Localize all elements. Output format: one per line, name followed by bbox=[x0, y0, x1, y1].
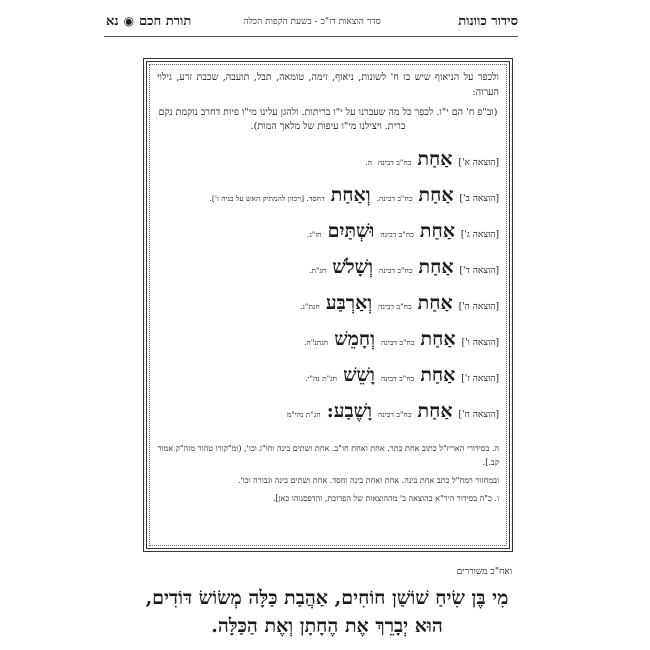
line-note: כח"ב דבינה bbox=[377, 158, 412, 167]
line-tag: [הוצאה ז'] bbox=[461, 374, 499, 384]
hotzaah-line bbox=[157, 328, 499, 364]
hotzaah-line bbox=[157, 148, 499, 184]
line-word: אַחַת bbox=[420, 364, 456, 386]
line-tag: [הוצאה ד'] bbox=[459, 266, 499, 276]
footnotes bbox=[157, 442, 499, 506]
line-word-2: וְאַרְבַּע bbox=[325, 292, 373, 314]
hotzaah-line bbox=[157, 256, 499, 292]
song-text: מִי בֶּן שִׂיחַ שׁוֹשַׁן חוֹחִים, אַהֲבַת כַּלָּה מְשׂוֹשׂ דּוֹדִים, הוּא יְבָרֵךְ אֶת הֶחָתָן וְאֶת הַכַּלָּה. bbox=[145, 587, 509, 637]
hotzaah-line bbox=[157, 400, 499, 436]
header-title-right: סידור כוונות bbox=[458, 14, 518, 29]
line-tag: [הוצאה ח'] bbox=[458, 410, 499, 420]
header-rule bbox=[104, 36, 518, 37]
hotzaah-line bbox=[157, 184, 499, 220]
hotzaah-line bbox=[157, 364, 499, 400]
line-note-2: חגתנ"ה. bbox=[304, 338, 329, 347]
footnote: ו. כ"ה בסידור היר"א בהוצאה ב' מההוצאות של הפרוכת, והדפסנוהו כאן]. bbox=[272, 494, 499, 503]
footnote: ובמחזור רמח"ל כתב אחת בינה. אחת ואחת בינה וחסד. אחת ושתים בינה וגבורה וכו'. bbox=[237, 476, 499, 485]
line-word: אַחַת bbox=[419, 220, 455, 242]
framed-box bbox=[143, 58, 513, 552]
hotzaah-line bbox=[157, 292, 499, 328]
line-word-2: וָשֶׁבַע: bbox=[326, 400, 372, 422]
song-label: ואח"כ משוררים bbox=[456, 567, 512, 577]
header-subtitle: סדר הוצאות דו"כ - בשעת הקפות הכלה bbox=[243, 16, 381, 27]
line-word-2: וּשְׁתַּיִם bbox=[327, 220, 375, 242]
line-tag: [הוצאה ה'] bbox=[458, 302, 499, 312]
line-tag: [הוצאה ב'] bbox=[459, 194, 499, 204]
line-note-2: חג"ת נה"י. bbox=[305, 374, 338, 383]
intro-text-2: (וב"פ ח' הם י"ו. לכפר כל מה שעברנו על י"ו בריתות. ולהגן עלינו מי"ו פיות דחרב נוקמת נקם ברית. ויצילנו מי"ו עיפות של מלאך המות). bbox=[158, 107, 498, 132]
line-word-2: וְאַחַת bbox=[330, 184, 371, 206]
line-note-2: חגת"נ. bbox=[300, 302, 320, 311]
line-tag: [הוצאה ו'] bbox=[461, 338, 499, 348]
line-word: אַחַת bbox=[417, 292, 453, 314]
line-note: כח"ב דבינה bbox=[378, 302, 412, 311]
line-note: כח"ב דבינה bbox=[380, 374, 415, 383]
line-note-2: חג"ת נהי"מ bbox=[286, 410, 321, 419]
line-word: אַחַת bbox=[417, 148, 453, 170]
line-word-2: וָשֵׁשׁ bbox=[343, 364, 375, 386]
header-title-left: תורת חכם bbox=[139, 14, 192, 29]
line-word: אַחַת bbox=[420, 328, 456, 350]
line-note-2: חו"ג. bbox=[306, 230, 322, 239]
page-header bbox=[106, 8, 518, 34]
line-note-2: דחסד. [ויכוון להמתיק האש על בניה ו']. bbox=[209, 194, 325, 203]
line-word-2: וְחָמֵשׁ bbox=[334, 328, 376, 350]
intro-text: ולכפר על הניאוף שיש בו ח' לשונות, ניאוף, זימה, טומאה, תבל, תועבה, שכבת זרע, גילוי הערוה: bbox=[157, 72, 499, 98]
line-note: כח"ב דבינה bbox=[381, 338, 415, 347]
line-note: כח"ב דבינה bbox=[380, 230, 414, 239]
line-note: כח"ב דבינה. bbox=[376, 194, 413, 203]
line-note: כח"ב דבינה bbox=[378, 410, 412, 419]
line-tag: [הוצאה ג'] bbox=[460, 230, 499, 240]
eye-icon: ◉ bbox=[123, 14, 135, 28]
line-word: אַחַת bbox=[418, 184, 454, 206]
line-tag: [הוצאה א'] bbox=[458, 158, 499, 168]
hotzaah-lines bbox=[157, 148, 499, 436]
line-word-2: וְשָׁלֹשׁ bbox=[332, 256, 373, 278]
footnote: ה. בסידורי האריז"ל כתוב אחת כתר. אחת ואחת חו"ב. אחת ושתים בינה וחו"ג וכו', (ומ"קורו טהור מזה"ק אמור קב.]. bbox=[157, 444, 499, 467]
page-number: נא bbox=[106, 14, 119, 29]
hotzaah-line bbox=[157, 220, 499, 256]
line-note-2: חג"ת. bbox=[309, 266, 327, 275]
line-note: כח"ב דבינה bbox=[379, 266, 413, 275]
line-note-2: ה. bbox=[365, 158, 372, 167]
header-title-group bbox=[106, 13, 191, 29]
line-word: אַחַת bbox=[417, 400, 453, 422]
line-word: אַחַת bbox=[418, 256, 454, 278]
